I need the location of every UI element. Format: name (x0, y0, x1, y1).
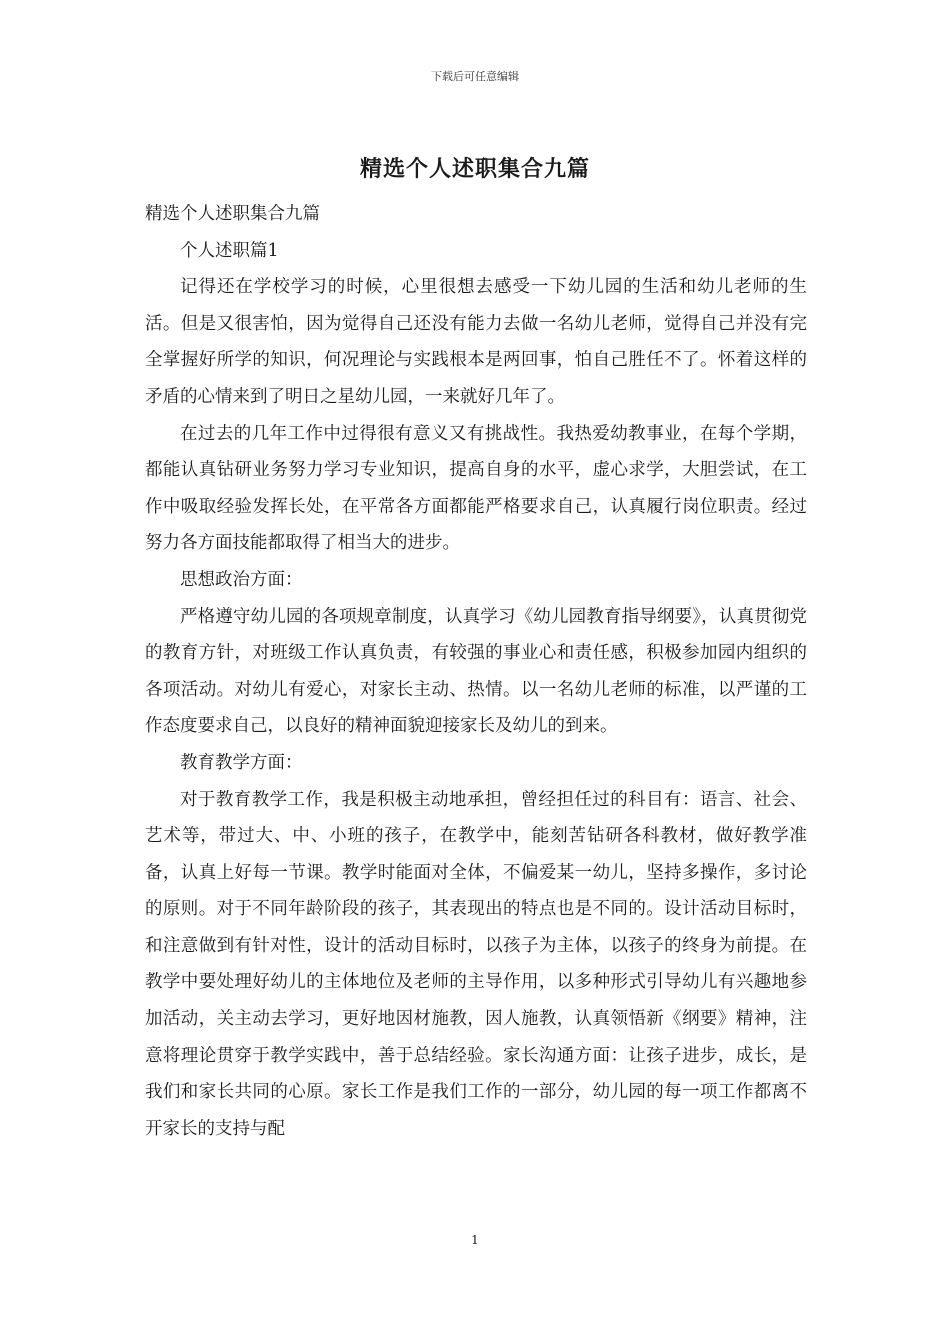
header-note: 下载后可任意编辑 (431, 70, 519, 83)
document-body (145, 196, 807, 1147)
section-heading: 思想政治方面： (180, 569, 303, 590)
section-heading: 个人述职篇1 (180, 240, 279, 261)
document-title: 精选个人述职集合九篇 (359, 156, 590, 182)
section-heading: 教育教学方面： (180, 752, 303, 773)
paragraph: 在过去的几年工作中过得很有意义又有挑战性。我热爱幼教事业，在每个学期，都能认真钻研业务努力学习专业知识，提高自身的水平，虚心求学，大胆尝试，在工作中吸取经验发挥长处，在平常各方面都能严格要求自己，认真履行岗位职责。经过努力各方面技能都取得了相当大的进步。 (145, 423, 807, 554)
paragraph: 严格遵守幼儿园的各项规章制度，认真学习《幼儿园教育指导纲要》，认真贯彻党的教育方针，对班级工作认真负责，有较强的事业心和责任感，积极参加园内组织的各项活动。对幼儿有爱心，对家长主动、热情。以一名幼儿老师的标准，以严谨的工作态度要求自己，以良好的精神面貌迎接家长及幼儿的到来。 (145, 606, 807, 737)
page-number: 1 (471, 1233, 479, 1247)
paragraph: 记得还在学校学习的时候，心里很想去感受一下幼儿园的生活和幼儿老师的生活。但是又很害怕，因为觉得自己还没有能力去做一名幼儿老师，觉得自己并没有完全掌握好所学的知识，何况理论与实践根本是两回事，怕自己胜任不了。怀着这样的矛盾的心情来到了明日之星幼儿园，一来就好几年了。 (145, 277, 807, 407)
subtitle-line: 精选个人述职集合九篇 (145, 204, 320, 224)
paragraph: 对于教育教学工作，我是积极主动地承担，曾经担任过的科目有：语言、社会、艺术等，带过大、中、小班的孩子，在教学中，能刻苦钻研各科教材，做好教学准备，认真上好每一节课。教学时能面对全体，不偏爱某一幼儿，坚持多操作，多讨论的原则。对于不同年龄阶段的孩子，其表现出的特点也是不同的。设计活动目标时，和注意做到有针对性，设计的活动目标时，以孩子为主体，以孩子的终身为前提。在教学中要处理好幼儿的主体地位及老师的主导作用，以多种形式引导幼儿有兴趣地参加活动，关主动去学习，更好地因材施教，因人施教，认真领悟新《纲要》精神，注意将理论贯穿于教学实践中，善于总结经验。家长沟通方面：让孩子进步，成长，是我们和家长共同的心原。家长工作是我们工作的一部分，幼儿园的每一项工作都离不开家长的支持与配 (145, 789, 807, 1139)
